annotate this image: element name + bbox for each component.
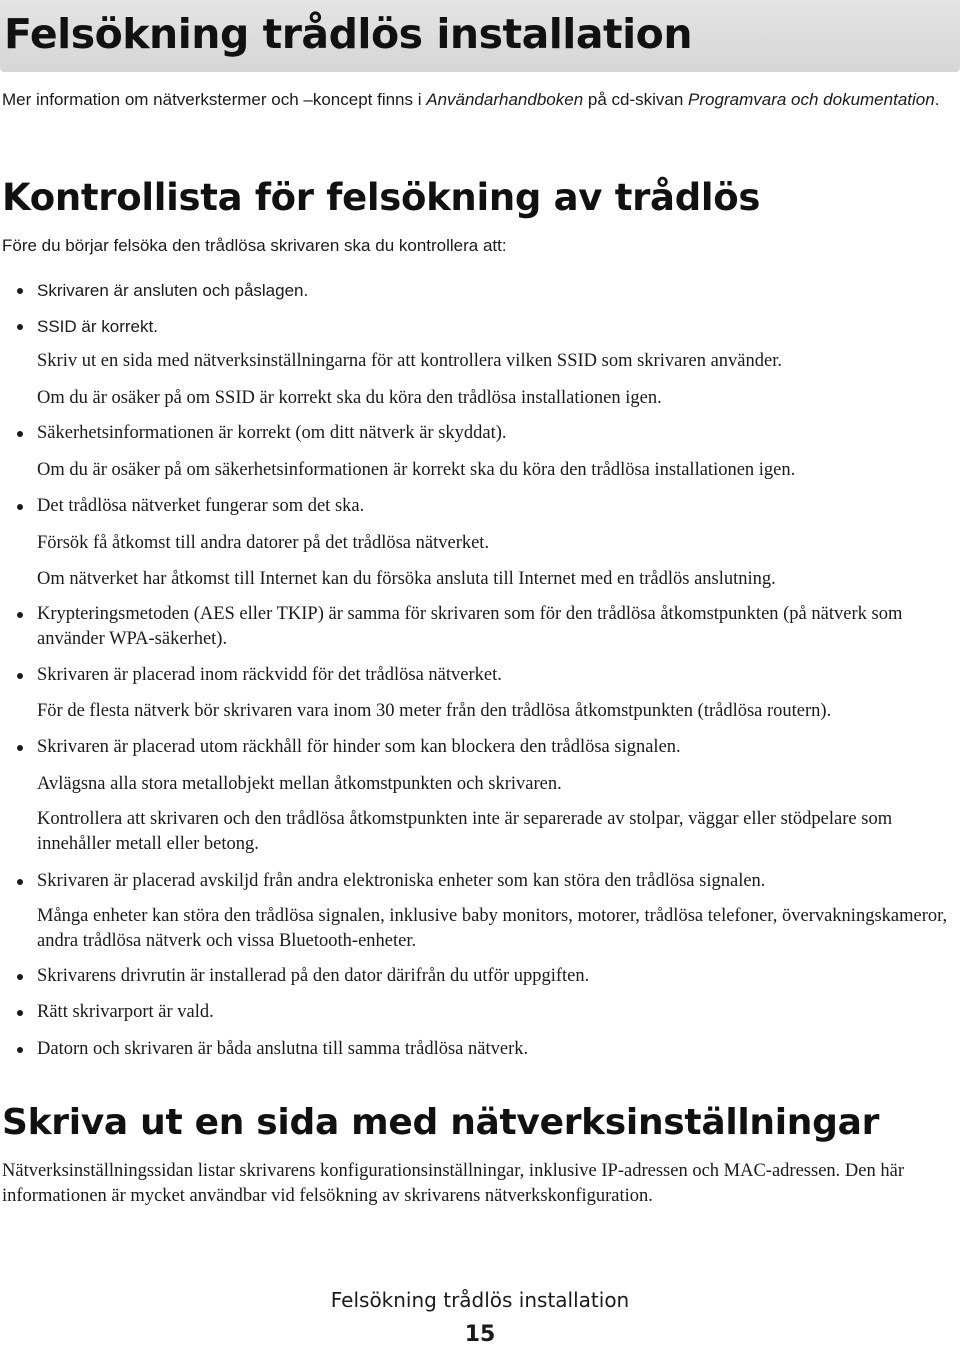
checklist-item: Krypteringsmetoden (AES eller TKIP) är samma för skrivaren som för den trådlösa åtkomstpunkten (på nätverk som använder WPA-säkerhet). — [37, 602, 957, 652]
checklist-detail: Om du är osäker på om SSID är korrekt ska du köra den trådlösa installationen igen. — [37, 388, 662, 408]
page-number: 15 — [464, 1322, 496, 1347]
checklist-heading: Kontrollista för felsökning av trådlös — [2, 176, 761, 219]
checklist-item: Skrivaren är ansluten och påslagen. — [37, 278, 957, 303]
cd-name: Programvara och dokumentation — [688, 90, 935, 109]
checklist-item: Rätt skrivarport är vald. — [37, 1000, 957, 1025]
checklist-item: Skrivaren är placerad inom räckvidd för det trådlösa nätverket. — [37, 663, 957, 688]
intro-text-after: . — [934, 90, 940, 109]
checklist-detail: Skriv ut en sida med nätverksinställningarna för att kontrollera vilken SSID som skrivaren använder. — [37, 351, 782, 371]
checklist-detail: Om nätverket har åtkomst till Internet kan du försöka ansluta till Internet med en trådlös anslutning. — [37, 569, 776, 589]
checklist-detail: Om du är osäker på om säkerhetsinformationen är korrekt ska du köra den trådlösa installationen igen. — [37, 460, 796, 480]
page-title: Felsökning trådlös installation — [4, 10, 693, 58]
checklist-detail: Försök få åtkomst till andra datorer på det trådlösa nätverket. — [37, 533, 490, 553]
print-settings-heading: Skriva ut en sida med nätverksinställningar — [2, 1102, 880, 1143]
checklist-item: Det trådlösa nätverket fungerar som det ska. — [37, 494, 957, 519]
title-banner — [0, 0, 960, 72]
footer-title: Felsökning trådlös installation — [330, 1288, 630, 1312]
checklist-item: SSID är korrekt. — [37, 314, 957, 339]
checklist-item: Säkerhetsinformationen är korrekt (om ditt nätverk är skyddat). — [37, 421, 957, 446]
intro-paragraph — [2, 88, 952, 112]
checklist-detail: Kontrollera att skrivaren och den trådlösa åtkomstpunkten inte är separerade av stolpar, väggar eller stödpelare som innehåller metall eller betong. — [37, 809, 893, 854]
print-settings-body: Nätverksinställningssidan listar skrivarens konfigurationsinställningar, inklusive IP-adressen och MAC-adressen. Den här informationen är mycket användbar vid felsökning av skrivarens nätverkskonfiguration. — [2, 1161, 904, 1206]
guide-name: Användarhandboken — [426, 90, 584, 109]
checklist-item: Skrivaren är placerad avskiljd från andra elektroniska enheter som kan störa den trådlösa signalen. — [37, 869, 957, 894]
checklist-lead: Före du börjar felsöka den trådlösa skrivaren ska du kontrollera att: — [2, 236, 507, 255]
checklist-item: Skrivaren är placerad utom räckhåll för hinder som kan blockera den trådlösa signalen. — [37, 735, 957, 760]
intro-text-middle: på cd-skivan — [583, 90, 689, 109]
checklist-detail: Avlägsna alla stora metallobjekt mellan åtkomstpunkten och skrivaren. — [37, 774, 562, 794]
checklist-detail: För de flesta nätverk bör skrivaren vara inom 30 meter från den trådlösa åtkomstpunkten (trådlösa routern). — [37, 701, 832, 721]
checklist-item: Datorn och skrivaren är båda anslutna till samma trådlösa nätverk. — [37, 1037, 957, 1062]
checklist-item: Skrivarens drivrutin är installerad på den dator därifrån du utför uppgiften. — [37, 964, 957, 989]
intro-text-before: Mer information om nätverkstermer och –koncept finns i — [2, 90, 427, 109]
checklist-detail: Många enheter kan störa den trådlösa signalen, inklusive baby monitors, motorer, trådlösa telefoner, övervakningskameror, andra trådlösa nätverk och vissa Bluetooth-enheter. — [37, 906, 948, 951]
